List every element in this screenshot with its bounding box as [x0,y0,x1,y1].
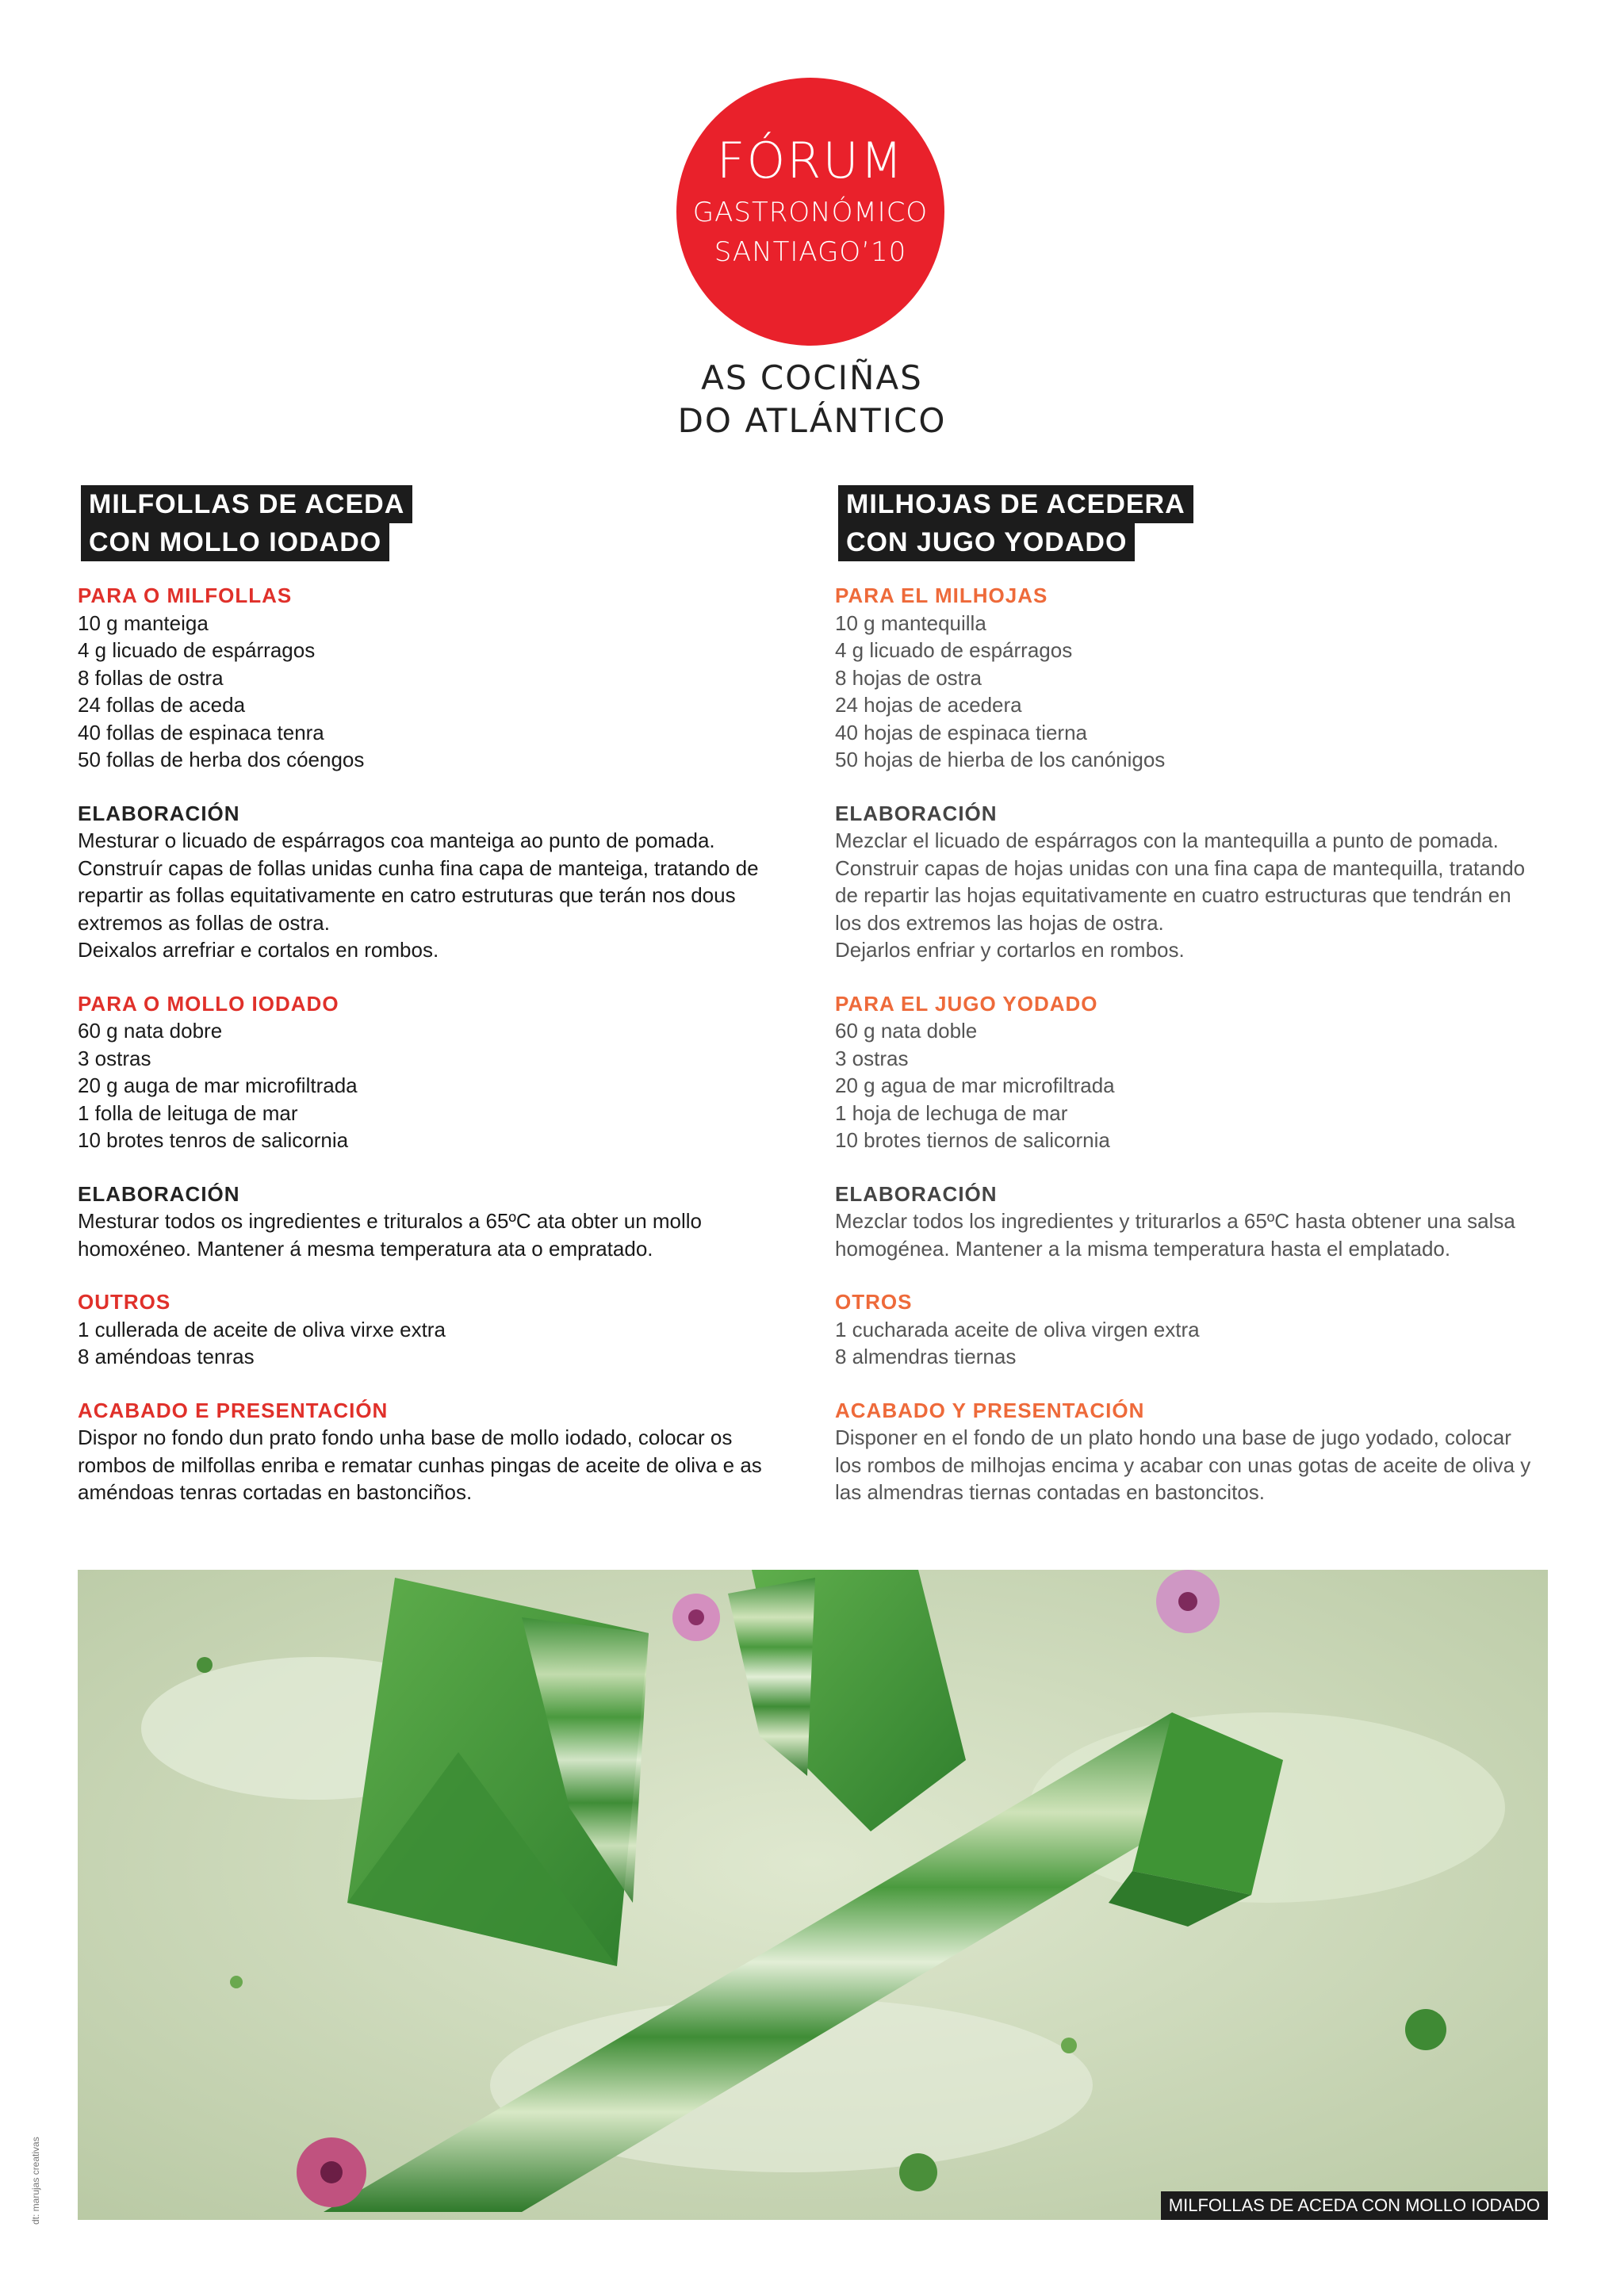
recipe-title-line1: MILFOLLAS DE ACEDA [81,485,412,523]
text-line: extremos as follas de ostra. [78,910,330,935]
text-line: repartir as follas equitativamente en catro estruturas que terán nos dous [78,883,736,907]
ingredient-item: 24 hojas de acedera [835,693,1022,717]
section-preparation [835,800,1568,964]
section-sauce-ingredients [835,990,1568,1154]
text-line: Dispor no fondo dun prato fondo unha base de mollo iodado, colocar os [78,1425,733,1449]
ingredient-item: 50 follas de herba dos cóengos [78,748,365,771]
section-heading: ELABORACIÓN [78,1181,240,1206]
section-heading: PARA EL MILHOJAS [835,584,1048,607]
ingredient-item: 4 g licuado de espárragos [835,638,1073,662]
ingredient-item: 10 g mantequilla [835,610,986,635]
forum-logo [676,78,944,346]
event-subtitle-line2: DO ATLÁNTICO [677,401,947,440]
section-ingredients [78,582,811,774]
text-line: Deixalos arrefriar e cortalos en rombos. [78,938,439,962]
text-line: Disponer en el fondo de un plato hondo una base de jugo yodado, colocar [835,1425,1511,1449]
ingredient-item: 1 cullerada de aceite de oliva virxe extra [78,1317,446,1341]
ingredient-item: 10 g manteiga [78,610,209,635]
ingredient-item: 1 folla de leituga de mar [78,1100,298,1125]
ingredient-item: 8 hojas de ostra [835,665,982,690]
section-presentation [78,1397,811,1506]
text-line: Dejarlos enfriar y cortarlos en rombos. [835,938,1185,962]
section-heading: ACABADO E PRESENTACIÓN [78,1398,389,1422]
text-line: las almendras tiernas contadas en bastoncitos. [835,1480,1265,1504]
section-heading: ACABADO Y PRESENTACIÓN [835,1398,1145,1422]
section-heading: PARA EL JUGO YODADO [835,991,1098,1016]
section-sauce-preparation [835,1181,1568,1263]
section-others [835,1288,1568,1371]
section-presentation [835,1397,1568,1506]
photo-caption: MILFOLLAS DE ACEDA CON MOLLO IODADO [1161,2191,1548,2220]
dish-illustration [78,1570,1548,2220]
ingredient-item: 10 brotes tenros de salicornia [78,1128,349,1152]
ingredient-item: 40 hojas de espinaca tierna [835,720,1088,744]
section-sauce-ingredients [78,990,811,1154]
text-line: homoxéneo. Mantener á mesma temperatura ata o empratado. [78,1236,653,1261]
ingredient-item: 60 g nata doble [835,1019,978,1043]
dish-photo [78,1570,1548,2220]
ingredient-item: 20 g agua de mar microfiltrada [835,1073,1115,1097]
section-heading: ELABORACIÓN [835,801,998,825]
section-heading: OTROS [835,1290,913,1314]
recipe-title-line2: CON MOLLO IODADO [81,523,389,561]
section-heading: PARA O MILFOLLAS [78,584,293,607]
ingredient-item: 24 follas de aceda [78,693,246,717]
section-sauce-preparation [78,1181,811,1263]
section-preparation [78,800,811,964]
ingredient-item: 40 follas de espinaca tenra [78,720,324,744]
text-line: de repartir las hojas equitativamente en cuatro estructuras que tendrán en [835,883,1511,907]
ingredient-item: 20 g auga de mar microfiltrada [78,1073,358,1097]
logo-subtitle: GASTRONÓMICO [692,197,929,228]
ingredient-item: 8 almendras tiernas [835,1345,1017,1368]
text-line: homogénea. Mantener a la misma temperatura hasta el emplatado. [835,1236,1451,1261]
text-line: Mezclar el licuado de espárragos con la mantequilla a punto de pomada. [835,828,1499,852]
ingredient-item: 10 brotes tiernos de salicornia [835,1128,1110,1152]
recipe-title [838,485,1568,561]
ingredient-item: 1 cucharada aceite de oliva virgen extra [835,1317,1200,1341]
text-line: rombos de milfollas enriba e rematar cunhas pingas de aceite de oliva e as [78,1452,762,1477]
section-others [78,1288,811,1371]
section-heading: PARA O MOLLO IODADO [78,991,339,1016]
ingredient-item: 50 hojas de hierba de los canónigos [835,748,1166,771]
ingredient-item: 60 g nata dobre [78,1019,223,1043]
recipe-title-line2: CON JUGO YODADO [838,523,1135,561]
recipe-title-line1: MILHOJAS DE ACEDERA [838,485,1193,523]
text-line: los dos extremos las hojas de ostra. [835,910,1164,935]
ingredient-item: 8 améndoas tenras [78,1345,255,1368]
text-line: Mesturar todos os ingredientes e trituralos a 65ºC ata obter un mollo [78,1209,703,1233]
ingredient-item: 4 g licuado de espárragos [78,638,316,662]
ingredient-item: 1 hoja de lechuga de mar [835,1100,1068,1125]
recipe-title [81,485,811,561]
event-subtitle-line1: AS COCIÑAS [701,358,923,397]
recipe-spanish [835,485,1568,1533]
section-heading: ELABORACIÓN [835,1181,998,1206]
text-line: Mesturar o licuado de espárragos coa manteiga ao punto de pomada. [78,828,715,852]
section-heading: OUTROS [78,1290,171,1314]
ingredient-item: 8 follas de ostra [78,665,224,690]
section-heading: ELABORACIÓN [78,801,240,825]
text-line: améndoas tenras cortadas en bastonciños. [78,1480,473,1504]
design-credit: dt: marujas creativas [30,2137,41,2225]
text-line: Construír capas de follas unidas cunha fina capa de manteiga, tratando de [78,855,759,880]
ingredient-item: 3 ostras [835,1046,909,1070]
section-ingredients [835,582,1568,774]
text-line: Mezclar todos los ingredientes y triturarlos a 65ºC hasta obtener una salsa [835,1209,1515,1233]
logo-title: FÓRUM [716,132,905,189]
recipe-galician [78,485,811,1533]
ingredient-item: 3 ostras [78,1046,151,1070]
text-line: Construir capas de hojas unidas con una fina capa de mantequilla, tratando [835,855,1526,880]
logo-year: SANTIAGO’10 [714,236,907,268]
text-line: los rombos de milhojas encima y acabar con unas gotas de aceite de oliva y [835,1452,1531,1477]
